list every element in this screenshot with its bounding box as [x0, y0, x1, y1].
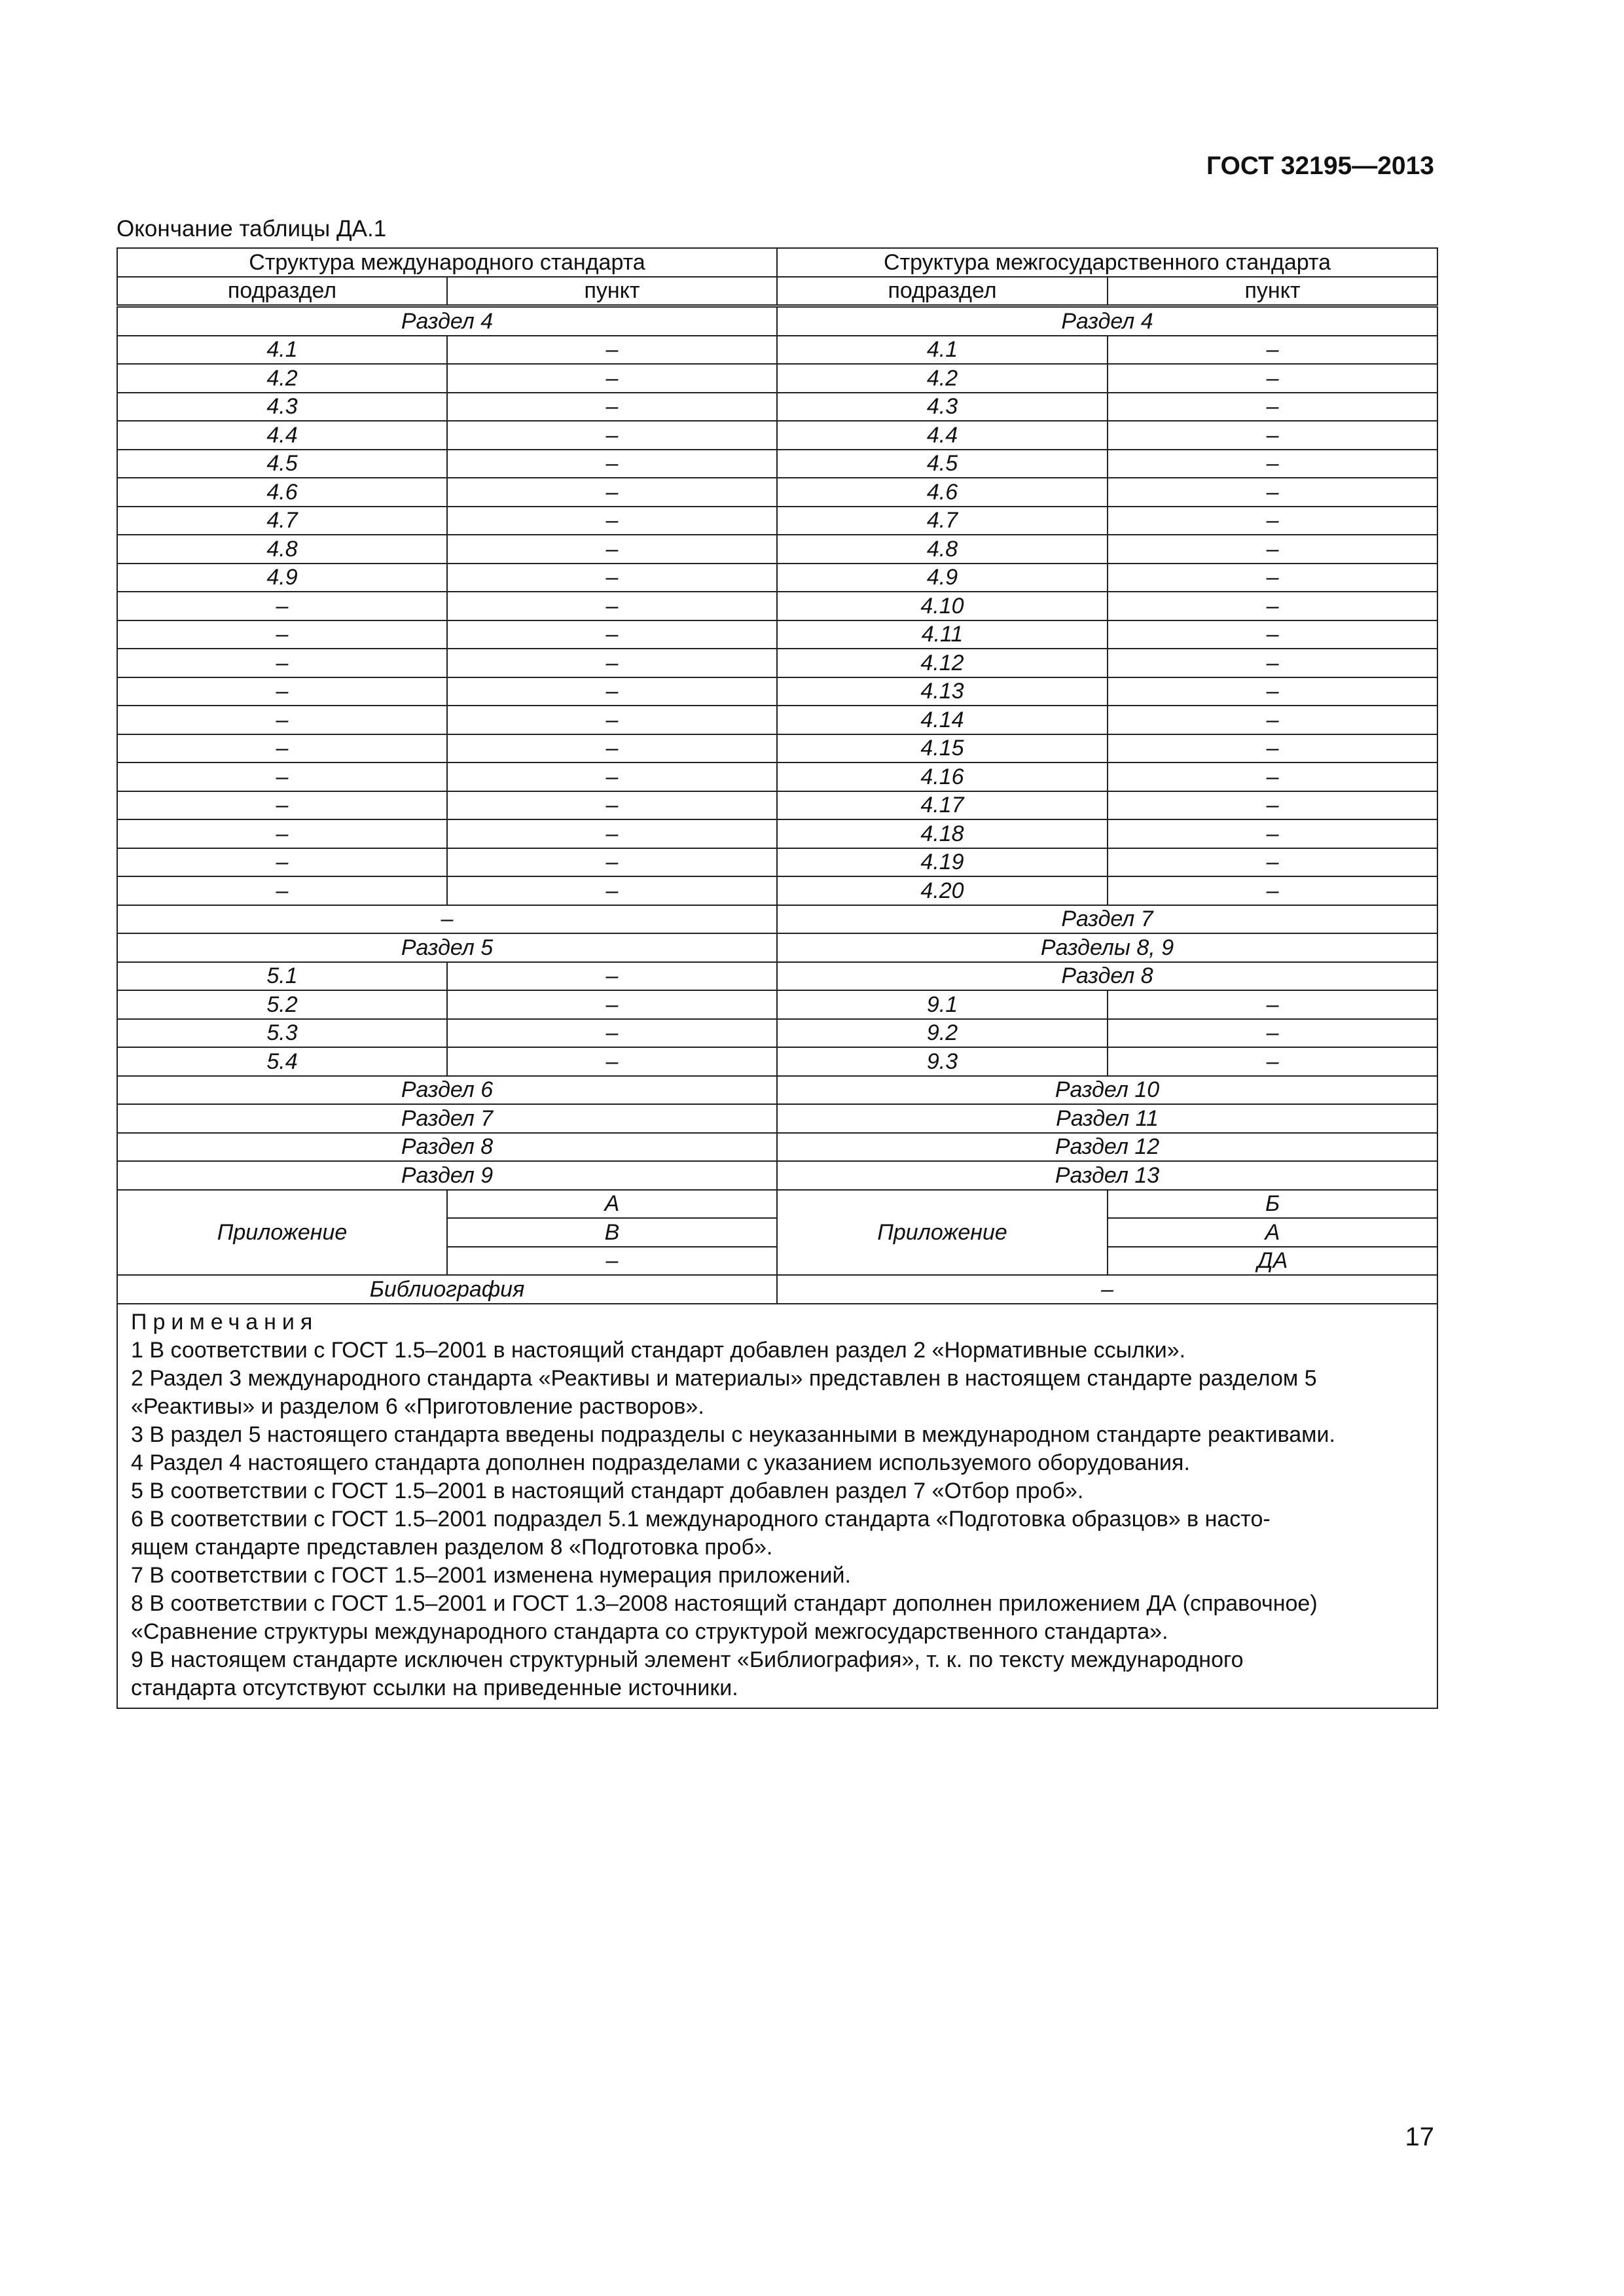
- table-cell: 5.2: [117, 990, 447, 1019]
- table-cell: –: [1108, 535, 1437, 564]
- table-row: [117, 1047, 1437, 1076]
- table-cell: –: [1108, 791, 1437, 820]
- table-cell: 4.17: [777, 791, 1108, 820]
- table-cell: –: [447, 592, 777, 620]
- table-cell: Раздел 9: [117, 1161, 777, 1190]
- table-cell: 4.10: [777, 592, 1108, 620]
- table-row: [117, 734, 1437, 763]
- table-row: [117, 649, 1437, 677]
- table-row: [117, 848, 1437, 877]
- table-cell: –: [447, 876, 777, 905]
- bibliography-cell: –: [777, 1275, 1437, 1304]
- table-cell: Раздел 7: [117, 1104, 777, 1133]
- table-row: [117, 819, 1437, 848]
- table-cell: –: [117, 649, 447, 677]
- table-cell: –: [447, 364, 777, 393]
- note-line: «Реактивы» и разделом 6 «Приготовление растворов».: [131, 1393, 704, 1419]
- table-row: [117, 791, 1437, 820]
- table-cell: –: [117, 876, 447, 905]
- table-cell: –: [1108, 990, 1437, 1019]
- table-cell: 4.14: [777, 706, 1108, 734]
- table-cell: –: [1108, 507, 1437, 535]
- table-row: [117, 677, 1437, 706]
- table-cell: –: [447, 649, 777, 677]
- table-cell: –: [117, 848, 447, 877]
- notes-title: Примечания: [131, 1309, 319, 1335]
- table-row: [117, 507, 1437, 535]
- table-cell: 9.1: [777, 990, 1108, 1019]
- table-cell: 4.16: [777, 762, 1108, 791]
- table-cell: –: [1108, 620, 1437, 649]
- table-cell: 4.1: [777, 336, 1108, 365]
- note-line: 4 Раздел 4 настоящего стандарта дополнен подразделами с указанием используемого оборудования.: [131, 1450, 1190, 1475]
- note-line: 3 В раздел 5 настоящего стандарта введены подразделы с неуказанными в международном стандарте реактивами.: [131, 1422, 1335, 1447]
- table-cell: –: [1108, 734, 1437, 763]
- table-cell: 4.19: [777, 848, 1108, 877]
- comparison-table: [117, 247, 1438, 1709]
- table-row: [117, 990, 1437, 1019]
- span-row: [117, 905, 1437, 934]
- table-cell: 4.3: [117, 393, 447, 422]
- appendix-label-left: Приложение: [117, 1190, 447, 1276]
- table-cell: –: [447, 990, 777, 1019]
- table-cell: 9.3: [777, 1047, 1108, 1076]
- table-cell: –: [117, 905, 777, 934]
- table-cell: –: [447, 336, 777, 365]
- table-row: [117, 564, 1437, 592]
- table-cell: 4.4: [777, 421, 1108, 450]
- table-cell: –: [1108, 336, 1437, 365]
- table-cell: –: [447, 791, 777, 820]
- table-cell: Раздел 11: [777, 1104, 1437, 1133]
- table-cell: 5.4: [117, 1047, 447, 1076]
- table-cell: –: [447, 421, 777, 450]
- table-cell: 4.6: [117, 478, 447, 507]
- span-row: [117, 1076, 1437, 1105]
- bibliography-row: [117, 1275, 1437, 1304]
- table-cell: –: [1108, 1019, 1437, 1048]
- note-line: 9 В настоящем стандарте исключен структурный элемент «Библиография», т. к. по тексту международного: [131, 1647, 1244, 1672]
- subheader-cell: подраздел: [777, 277, 1108, 306]
- table-cell: 4.15: [777, 734, 1108, 763]
- table-cell: Раздел 5: [117, 933, 777, 962]
- table-cell: –: [447, 535, 777, 564]
- table-cell: 4.6: [777, 478, 1108, 507]
- table-cell: –: [117, 762, 447, 791]
- page-number: 17: [1405, 2123, 1434, 2151]
- table-cell: 4.8: [777, 535, 1108, 564]
- note-line: ящем стандарте представлен разделом 8 «Подготовка проб».: [131, 1534, 773, 1560]
- table-cell: –: [447, 819, 777, 848]
- span-row: [117, 1133, 1437, 1162]
- span-row: [117, 933, 1437, 962]
- appendix-item: В: [447, 1218, 777, 1247]
- subheader-cell: подраздел: [117, 277, 447, 306]
- table-cell: –: [1108, 706, 1437, 734]
- header-international: Структура международного стандарта: [117, 248, 777, 277]
- table-cell: 4.4: [117, 421, 447, 450]
- table-cell: –: [1108, 592, 1437, 620]
- table-cell: –: [1108, 762, 1437, 791]
- table-row: [117, 706, 1437, 734]
- table-cell: Разделы 8, 9: [777, 933, 1437, 962]
- table-cell: 4.2: [777, 364, 1108, 393]
- table-row: [117, 592, 1437, 620]
- table-cell: –: [1108, 478, 1437, 507]
- document-title: ГОСТ 32195—2013: [1206, 152, 1434, 180]
- table-row: [117, 478, 1437, 507]
- table-cell: –: [117, 706, 447, 734]
- table-cell: Раздел 6: [117, 1076, 777, 1105]
- table-row: [117, 762, 1437, 791]
- table-cell: –: [1108, 677, 1437, 706]
- table-cell: –: [447, 848, 777, 877]
- table-row: [117, 450, 1437, 478]
- subheader-cell: пункт: [1108, 277, 1437, 306]
- table-cell: –: [117, 620, 447, 649]
- table-cell: –: [447, 762, 777, 791]
- table-cell: 4.7: [117, 507, 447, 535]
- table-cell: 4.9: [777, 564, 1108, 592]
- section-row: [117, 306, 1437, 336]
- table-cell: 9.2: [777, 1019, 1108, 1048]
- table-row: [117, 535, 1437, 564]
- table-cell: –: [447, 1019, 777, 1048]
- table-cell: –: [1108, 876, 1437, 905]
- table-row: [117, 876, 1437, 905]
- row-5-1: [117, 962, 1437, 991]
- header-row: [117, 248, 1437, 277]
- table-cell: –: [447, 450, 777, 478]
- note-line: «Сравнение структуры международного стандарта со структурой межгосударственного стандарта».: [131, 1619, 1168, 1644]
- table-cell: 4.3: [777, 393, 1108, 422]
- table-cell: 4.1: [117, 336, 447, 365]
- table-cell: 4.7: [777, 507, 1108, 535]
- subheader-row: [117, 277, 1437, 306]
- note-line: 8 В соответствии с ГОСТ 1.5–2001 и ГОСТ 1.3–2008 настоящий стандарт дополнен приложением ДА (справочное): [131, 1590, 1318, 1616]
- notes-cell: [117, 1304, 1437, 1708]
- table-cell: –: [117, 592, 447, 620]
- table-cell: –: [447, 620, 777, 649]
- table-caption: Окончание таблицы ДА.1: [117, 216, 387, 242]
- table-cell: –: [1108, 1047, 1437, 1076]
- table-row: [117, 393, 1437, 422]
- note-line: 7 В соответствии с ГОСТ 1.5–2001 изменена нумерация приложений.: [131, 1562, 851, 1588]
- table-cell: 4.2: [117, 364, 447, 393]
- header-interstate: Структура межгосударственного стандарта: [777, 248, 1437, 277]
- table-cell: 4.8: [117, 535, 447, 564]
- table-cell: –: [447, 677, 777, 706]
- table-cell: –: [447, 734, 777, 763]
- table-cell: Раздел 10: [777, 1076, 1437, 1105]
- table-cell: –: [447, 478, 777, 507]
- table-cell: 4.5: [777, 450, 1108, 478]
- table-cell: –: [1108, 364, 1437, 393]
- note-line: 5 В соответствии с ГОСТ 1.5–2001 в настоящий стандарт добавлен раздел 7 «Отбор проб».: [131, 1478, 1084, 1503]
- table-cell: –: [447, 962, 777, 991]
- table-row: [117, 364, 1437, 393]
- table-cell: 5.3: [117, 1019, 447, 1048]
- section-cell: Раздел 4: [777, 306, 1437, 336]
- table-cell: 4.12: [777, 649, 1108, 677]
- appendix-item: –: [447, 1247, 777, 1276]
- table-cell: Раздел 12: [777, 1133, 1437, 1162]
- table-row: [117, 1019, 1437, 1048]
- table-cell: –: [1108, 819, 1437, 848]
- table-cell: –: [1108, 848, 1437, 877]
- table-cell: –: [1108, 421, 1437, 450]
- appendix-item: А: [1108, 1218, 1437, 1247]
- appendix-item: А: [447, 1190, 777, 1219]
- table-cell: 4.20: [777, 876, 1108, 905]
- table-cell: –: [447, 1047, 777, 1076]
- bibliography-cell: Библиография: [117, 1275, 777, 1304]
- table-cell: –: [1108, 393, 1437, 422]
- section-cell: Раздел 4: [117, 306, 777, 336]
- table-cell: 4.11: [777, 620, 1108, 649]
- table-cell: Раздел 13: [777, 1161, 1437, 1190]
- table-cell: –: [117, 791, 447, 820]
- table-cell: –: [1108, 450, 1437, 478]
- table-cell: 4.18: [777, 819, 1108, 848]
- table-cell: –: [447, 564, 777, 592]
- table-cell: Раздел 8: [117, 1133, 777, 1162]
- table-cell: –: [117, 677, 447, 706]
- table-cell: 4.5: [117, 450, 447, 478]
- table-row: [117, 620, 1437, 649]
- appendix-row: [117, 1190, 1437, 1219]
- table-cell: –: [117, 734, 447, 763]
- table-cell: Раздел 8: [777, 962, 1437, 991]
- table-cell: –: [447, 706, 777, 734]
- appendix-item: ДА: [1108, 1247, 1437, 1276]
- table-cell: 5.1: [117, 962, 447, 991]
- table-cell: 4.9: [117, 564, 447, 592]
- appendix-label-right: Приложение: [777, 1190, 1108, 1276]
- table-cell: Раздел 7: [777, 905, 1437, 934]
- table-row: [117, 336, 1437, 365]
- span-row: [117, 1104, 1437, 1133]
- note-line: 2 Раздел 3 международного стандарта «Реактивы и материалы» представлен в настоящем стандарте разделом 5: [131, 1365, 1317, 1391]
- table-cell: –: [447, 393, 777, 422]
- table-cell: –: [447, 507, 777, 535]
- notes-row: [117, 1304, 1437, 1708]
- note-line: стандарта отсутствуют ссылки на приведенные источники.: [131, 1675, 738, 1700]
- table-cell: 4.13: [777, 677, 1108, 706]
- table-cell: –: [117, 819, 447, 848]
- table-cell: –: [1108, 564, 1437, 592]
- table-cell: –: [1108, 649, 1437, 677]
- appendix-item: Б: [1108, 1190, 1437, 1219]
- notes-list: [131, 1336, 1424, 1702]
- note-line: 6 В соответствии с ГОСТ 1.5–2001 подраздел 5.1 международного стандарта «Подготовка образцов» в насто-: [131, 1506, 1271, 1532]
- table-row: [117, 421, 1437, 450]
- subheader-cell: пункт: [447, 277, 777, 306]
- span-row: [117, 1161, 1437, 1190]
- note-line: 1 В соответствии с ГОСТ 1.5–2001 в настоящий стандарт добавлен раздел 2 «Нормативные ссылки».: [131, 1337, 1186, 1363]
